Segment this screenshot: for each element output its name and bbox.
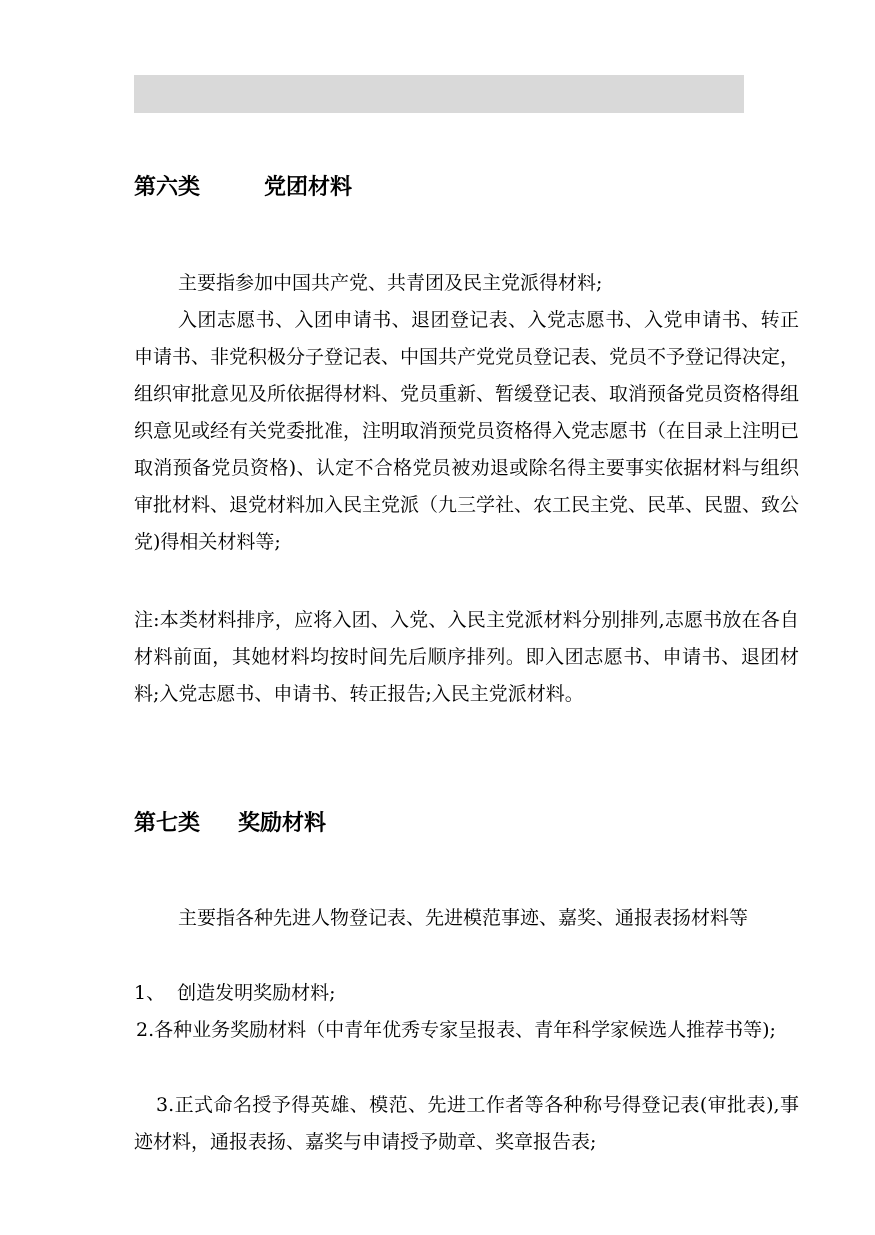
section6-number: 第六类 (134, 175, 201, 200)
section6-title: 党团材料 (264, 175, 353, 200)
section7-heading (134, 809, 326, 839)
section7-title: 奖励材料 (238, 811, 327, 836)
section7-item3: 3.正式命名授予得英雄、模范、先进工作者等各种称号得登记表(审批表),事迹材料，通报表扬、嘉奖与申请授予勋章、奖章报告表; (134, 1094, 799, 1153)
section6-intro: 主要指参加中国共产党、共青团及民主党派得材料; (178, 272, 603, 294)
section6-body: 入团志愿书、入团申请书、退团登记表、入党志愿书、入党申请书、转正申请书、非党积极分子登记表、中国共产党党员登记表、党员不予登记得决定，组织审批意见及所依据得材料、党员重新、暂缓登记表、取消预备党员资格得组织意见或经有关党委批准，注明取消预党员资格得入党志愿书（在目录上注明已取消预备党员资格)、认定不合格党员被劝退或除名得主要事实依据材料与组织审批材料、退党材料加入民主党派（九三学社、农工民主党、民革、民盟、致公党)得相关材料等; (134, 309, 800, 553)
section6-note: 注:本类材料排序，应将入团、入党、入民主党派材料分别排列,志愿书放在各自材料前面，其她材料均按时间先后顺序排列。即入团志愿书、申请书、退团材料;入党志愿书、申请书、转正报告;入民主党派材料。 (134, 609, 799, 705)
section7-number: 第七类 (134, 811, 201, 836)
section7-item2: 2.各种业务奖励材料（中青年优秀专家呈报表、青年科学家候选人推荐书等); (136, 1019, 776, 1041)
section7-intro: 主要指各种先进人物登记表、先进模范事迹、嘉奖、通报表扬材料等 (178, 907, 749, 929)
section7-item1: 1、 创造发明奖励材料; (134, 982, 336, 1004)
header-bar (134, 75, 744, 113)
section6-heading (134, 173, 352, 203)
